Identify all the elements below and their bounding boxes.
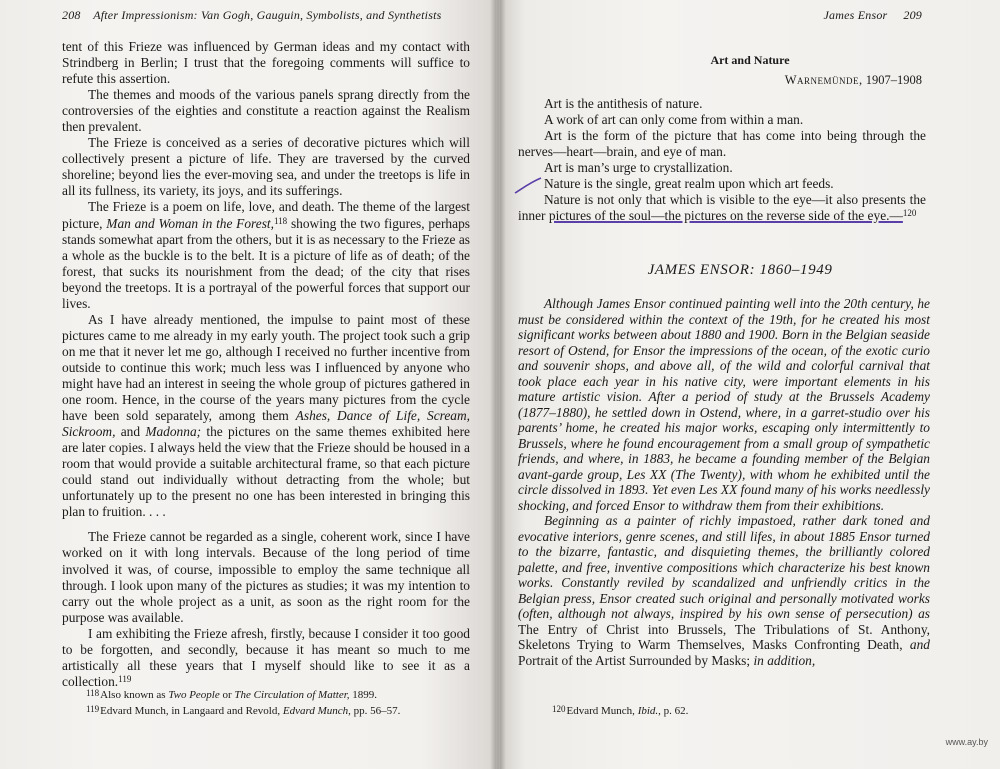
watermark: www.ay.by [945, 737, 988, 747]
aphorism [518, 192, 926, 224]
aphorism: A work of art can only come from within a man. [544, 112, 804, 128]
text-run: I am exhibiting the Frieze afresh, firstly, because I consider it too good to be forgotten, and secondly, because it has meant so much to me artistically all these years that I myself should like to see it as a collection. [62, 625, 470, 689]
left-running-head [62, 8, 441, 23]
left-body-text [62, 39, 470, 690]
footnote [86, 686, 476, 702]
text-run: p. 62. [663, 705, 689, 717]
text-run: Also known as [100, 689, 166, 701]
paragraph [62, 626, 470, 690]
paragraph: tent of this Frieze was influenced by German ideas and my contact with Strindberg in Berlin; I trust that the foregoing comments will suffice to refute this assertion. [62, 39, 470, 87]
aphorism: Art is the antithesis of nature. [544, 96, 703, 111]
footnote-number: 118 [86, 688, 100, 698]
paragraph [62, 199, 470, 311]
right-body-text [518, 96, 926, 224]
artwork-title: Man and Woman in the Forest, [106, 215, 274, 231]
paragraph: The Frieze cannot be regarded as a single, coherent work, since I have worked on it with long intervals. Because of the long period of time involved it was, of course, impossible to employ the same technique all through. I look upon many of the pictures as studies; it was my intention to carry out the whole project as a unit, as soon as the right room for the purpose was available. [62, 529, 470, 625]
section-intro [518, 296, 930, 668]
text-run: and [909, 637, 930, 652]
footnote-ref: 118 [274, 215, 288, 226]
text-run: or [222, 689, 232, 701]
date: 1907–1908 [865, 73, 922, 87]
right-running-head [824, 8, 922, 23]
paragraph: Although James Ensor continued painting well into the 20th century, he must be considered within the context of the 19th, for he created his most significant works between about 1880 and 1900. Born in the Belgian seaside resort of Ostend, for Ensor the impressions of the ocean, of the exotic curio and souvenir shops, and above all, of the wild and colorful carnival that took place each year in his native city, were important elements in his mature artistic vision. After a period of study at the Brussels Academy (1877–1880), he settled down in Ostend, where, in a garret-studio over his parents’ home, he created his major works, escaping only intermittently to Brussels, where he found encouragement from a small group of sympathetic friends, and where, in 1883, he became a founding member of the Belgian avant-garde group, Les XX (The Twenty), with whom he exhibited until the circle dissolved in 1893. Yet even Les XX found many of his works needlessly shocking, and forced Ensor to withdraw them from their exhibitions. [518, 296, 930, 513]
document-title: Art and Nature [710, 53, 790, 67]
place: Warnemünde, [784, 73, 863, 87]
text-run: pp. 56–57. [353, 705, 401, 717]
footnote [86, 702, 476, 718]
footnote-ref: 119 [118, 673, 132, 684]
paragraph [518, 513, 930, 668]
text-run: and [120, 424, 141, 440]
right-folio: 209 [903, 8, 922, 22]
left-folio: 208 [62, 8, 81, 22]
work-title: Edvard Munch, [282, 705, 351, 717]
left-running-head-text: After Impressionism: Van Gogh, Gauguin, Symbolists, and Synthetists [93, 8, 442, 22]
artwork-title: Portrait of the Artist Surrounded by Masks; [518, 652, 751, 668]
right-footnotes [552, 702, 912, 718]
aphorism: Art is man’s urge to crystallization. [544, 160, 733, 176]
book-gutter [490, 0, 506, 769]
text-run: showing the two figures, perhaps stands somewhat apart from the others, but it is as necessary to the Frieze as a whole as the buckle is to the belt. It is a picture of life as of death; of the forest, that sucks its nourishment from the dead; of the city that rises beyond the treetops. It is a portrayal of the powerful forces that support our lives. [62, 215, 470, 311]
text-run: 1899. [352, 689, 378, 701]
footnote-number: 120 [552, 704, 566, 714]
aphorism: Art is the form of the picture that has come into being through the nerves—heart—brain, and eye of man. [518, 128, 926, 160]
place-date-line [785, 73, 922, 88]
artwork-titles: Ashes, Dance of Life, Scream, Sickroom, [62, 408, 471, 440]
artwork-title: Madonna; [145, 424, 202, 440]
footnote-number: 119 [86, 704, 100, 714]
footnote [552, 702, 912, 718]
text-run: in addition, [753, 652, 816, 668]
left-footnotes [86, 686, 476, 718]
work-title: Ibid., [637, 705, 661, 717]
text-run: Nature is not only that which is visible to the eye—it also presents the inner [518, 192, 926, 224]
text-run: The Frieze is a poem on life, love, and death. The theme of the largest picture, [62, 199, 470, 231]
paragraph: The themes and moods of the various panels sprang directly from the controversies of the eighties and constitute a reaction against the Realism then prevalent. [62, 87, 470, 135]
text-run: Beginning as a painter of richly impastoed, rather dark toned and evocative interiors, genre scenes, and still lifes, in about 1885 Ensor turned to the bizarre, fantastic, and disquieting themes, the brilliantly colored palette, and free, inventive compositions which characterize his best known works. Constantly reviled by scandalized and unfriendly critics in the Belgian press, Ensor created such original and personally motivated works (often, although not always, inspired by his own sense of persecution) as [518, 513, 930, 621]
text-run: Edvard Munch, in Langaard and Revold, [100, 705, 281, 717]
right-running-head-text: James Ensor [823, 8, 888, 22]
underlined-text: pictures of the soul—the pictures on the reverse side of the eye.— [548, 208, 903, 224]
paragraph: The Frieze is conceived as a series of decorative pictures which will collectively present a picture of life. They are traversed by the curved shoreline; beyond lies the ever-moving sea, and under the treetops is life in all its fullness, its variety, its joys, and its sufferings. [62, 135, 470, 199]
artwork-titles: The Entry of Christ into Brussels, The Tribulations of St. Anthony, Skeletons Trying to Warm Themselves, Masks Confronting Death, [518, 621, 930, 652]
footnote-ref: 120 [902, 208, 917, 219]
work-title: Two People [168, 689, 220, 701]
section-heading: JAMES ENSOR: 1860–1949 [647, 262, 833, 278]
work-title: The Circulation of Matter, [234, 689, 350, 701]
text-run: As I have already mentioned, the impulse to paint most of these pictures came to me already in my early youth. The project took such a grip on me that it never let me go, although I received no further incentive from outside to continue this work; much less was I influenced by anyone who might have had an interest in seeing the whole group of pictures gathered in one room. Hence, in the course of the years many pictures from the cycle have been sold separately, among them [62, 311, 470, 424]
text-run: Edvard Munch, [566, 705, 635, 717]
aphorism: Nature is the single, great realm upon which art feeds. [544, 176, 834, 192]
paragraph [62, 312, 470, 521]
text-run: the pictures on the same themes exhibited here are later copies. I always held the view that the Frieze should be housed in a room that would provide a suitable architectural frame, so that each picture could stand out individually without detracting from the whole; but unfortunately up to the present no one has been interested in bringing this plan to fruition. . . . [62, 424, 470, 520]
